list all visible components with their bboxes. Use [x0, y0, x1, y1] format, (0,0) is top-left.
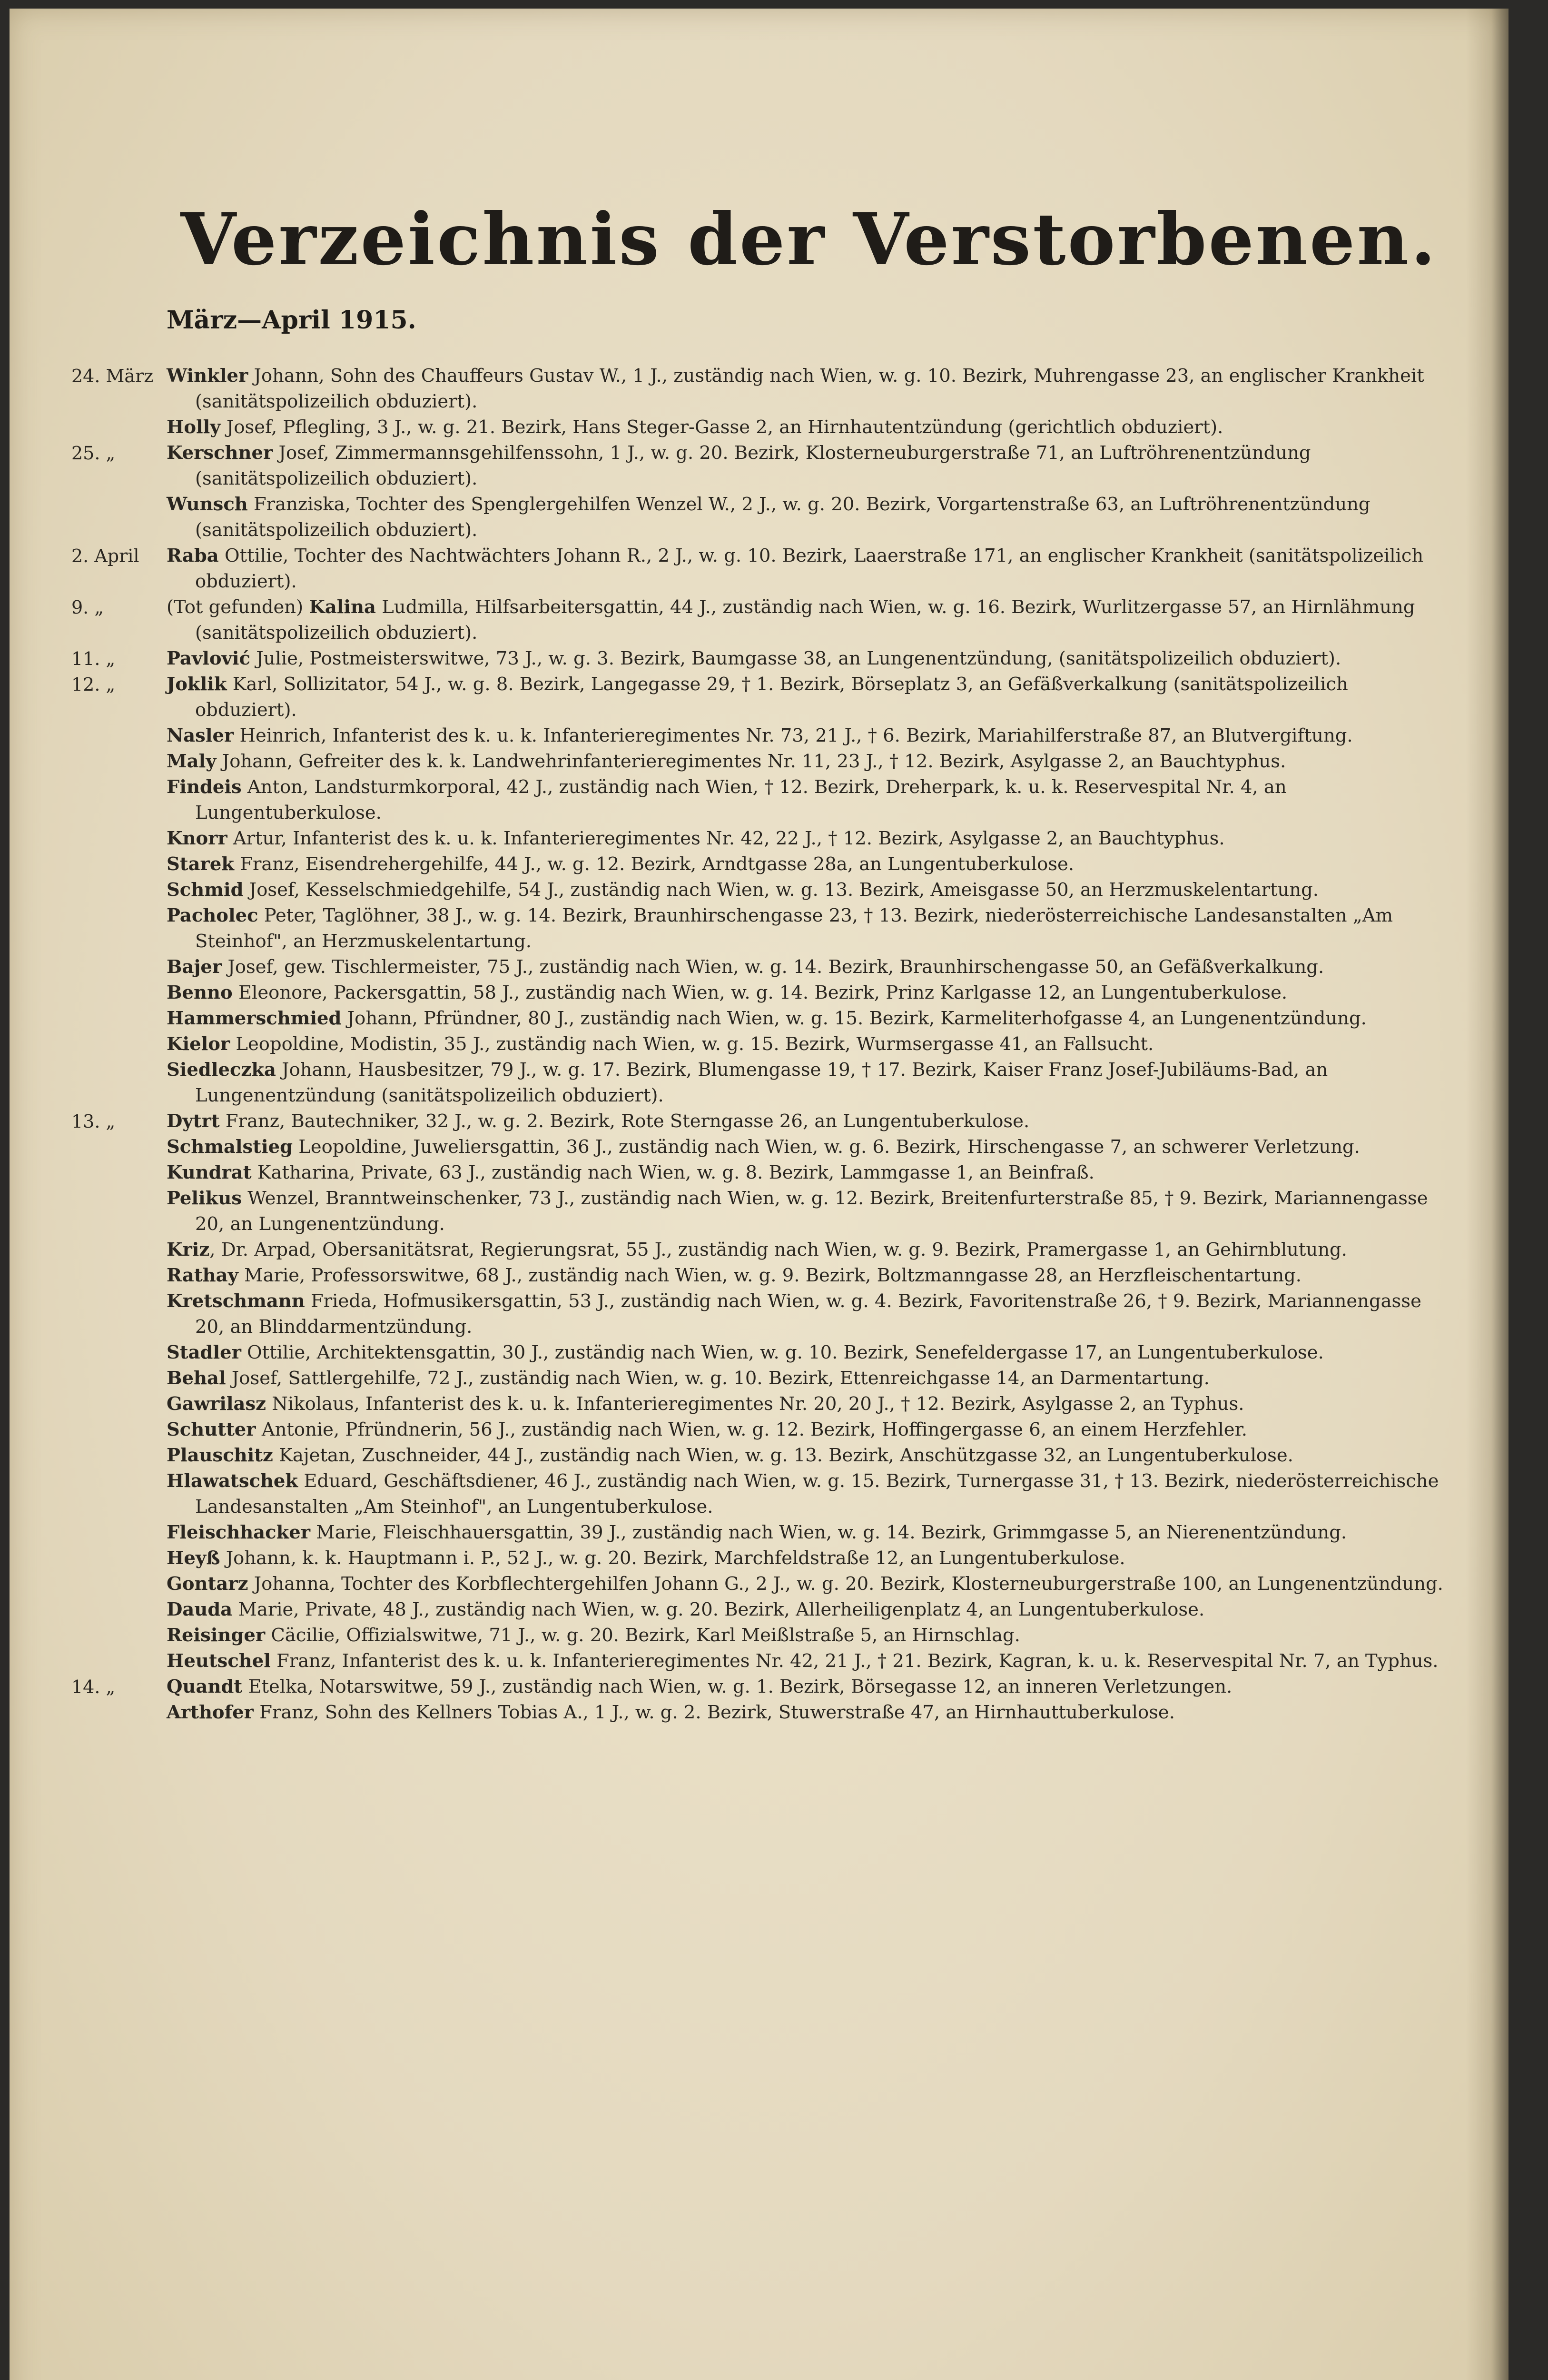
entry-date: 14. „	[71, 1676, 116, 1697]
register-entry	[167, 877, 1451, 903]
entry-text	[167, 543, 1451, 595]
register-entry	[167, 1237, 1451, 1263]
register-entry	[71, 543, 1451, 595]
entry-surname: Behal	[167, 1368, 226, 1389]
entry-details: Katharina, Private, 63 J., zuständig nach Wien, w. g. 8. Bezirk, Lammgasse 1, an Beinfraß.	[251, 1162, 1094, 1183]
entry-details: Karl, Sollizitator, 54 J., w. g. 8. Bezirk, Langegasse 29, † 1. Bezirk, Börseplatz 3, an Gefäßverkalkung (sanitätspolizeilich obduziert).	[195, 674, 1348, 721]
entry-surname: Kerschner	[167, 442, 273, 464]
entry-text	[167, 1443, 1451, 1468]
entry-surname: Kundrat	[167, 1162, 252, 1183]
entry-surname: Hlawatschek	[167, 1470, 298, 1492]
entry-details: Leopoldine, Modistin, 35 J., zuständig nach Wien, w. g. 15. Bezirk, Wurmsergasse 41, an Fallsucht.	[230, 1033, 1154, 1055]
entry-text	[167, 826, 1451, 852]
entry-surname: Wunsch	[167, 494, 248, 515]
register-entry	[167, 980, 1451, 1006]
entry-surname: Findeis	[167, 776, 242, 798]
register-entry	[167, 1366, 1451, 1391]
register-entry	[167, 1006, 1451, 1031]
register-entry	[167, 749, 1451, 774]
entry-surname: Kretschmann	[167, 1290, 305, 1312]
entry-surname: Maly	[167, 751, 217, 772]
entry-text	[167, 1674, 1451, 1700]
page-title: Verzeichnis der Verstorbenen.	[180, 198, 1438, 281]
entry-text	[167, 877, 1451, 903]
entry-surname: Knorr	[167, 828, 227, 849]
register-entry	[167, 1468, 1451, 1520]
entry-surname: Dytrt	[167, 1111, 220, 1132]
date-range-heading: März—April 1915.	[167, 306, 416, 335]
entry-surname: Gontarz	[167, 1573, 248, 1595]
register-entry	[167, 1700, 1451, 1726]
entry-details: Frieda, Hofmusikersgattin, 53 J., zuständig nach Wien, w. g. 4. Bezirk, Favoritenstraße 26, † 9. Bezirk, Mariannengasse 20, an Blinddarmentzündung.	[195, 1290, 1421, 1338]
entry-surname: Bajer	[167, 956, 222, 978]
paper-sheet	[10, 9, 1509, 2380]
register-entry	[167, 1340, 1451, 1366]
register-entry	[167, 1057, 1451, 1109]
entry-surname: Schmid	[167, 879, 244, 901]
entry-surname: Siedleczka	[167, 1059, 276, 1081]
entry-surname: Nasler	[167, 725, 234, 746]
entry-date: 25. „	[71, 443, 116, 464]
entry-text	[167, 1417, 1451, 1443]
register-entry	[167, 1520, 1451, 1546]
entry-details: Johann, k. k. Hauptmann i. P., 52 J., w. g. 20. Bezirk, Marchfeldstraße 12, an Lungentuberkulose.	[220, 1547, 1125, 1569]
document-content	[71, 197, 1451, 1726]
entry-text	[167, 774, 1451, 826]
entry-text	[167, 1031, 1451, 1057]
entry-surname: Heutschel	[167, 1650, 271, 1672]
death-register-list	[71, 363, 1451, 1726]
entry-surname: Schmalstieg	[167, 1136, 293, 1158]
entry-details: Josef, gew. Tischlermeister, 75 J., zuständig nach Wien, w. g. 14. Bezirk, Braunhirschengasse 50, an Gefäßverkalkung.	[222, 956, 1324, 978]
entry-details: Kajetan, Zuschneider, 44 J., zuständig nach Wien, w. g. 13. Bezirk, Anschützgasse 32, an Lungentuberkulose.	[273, 1445, 1293, 1466]
entry-text	[167, 1648, 1451, 1674]
page-fold-shadow	[1466, 9, 1509, 2380]
entry-text	[167, 1289, 1451, 1340]
entry-details: Cäcilie, Offizialswitwe, 71 J., w. g. 20. Bezirk, Karl Meißlstraße 5, an Hirnschlag.	[265, 1625, 1020, 1646]
entry-text	[167, 415, 1451, 440]
entry-text	[167, 1391, 1451, 1417]
register-entry	[71, 363, 1451, 415]
entry-details: , Dr. Arpad, Obersanitätsrat, Regierungsrat, 55 J., zuständig nach Wien, w. g. 9. Bezirk, Pramergasse 1, an Gehirnblutung.	[209, 1239, 1347, 1260]
entry-surname: Reisinger	[167, 1625, 266, 1646]
entry-date: 12. „	[71, 674, 116, 695]
entry-details: Johanna, Tochter des Korbflechtergehilfen Johann G., 2 J., w. g. 20. Bezirk, Klosterneuburgerstraße 100, an Lungenentzündung.	[248, 1573, 1443, 1595]
entry-details: Johann, Hausbesitzer, 79 J., w. g. 17. Bezirk, Blumengasse 19, † 17. Bezirk, Kaiser Franz Josef-Jubiläums-Bad, an Lungenentzündung (sanitätspolizeilich obduziert).	[195, 1059, 1328, 1106]
entry-details: Franziska, Tochter des Spenglergehilfen Wenzel W., 2 J., w. g. 20. Bezirk, Vorgartenstraße 63, an Luftröhrenentzündung (sanitätspolizeilich obduziert).	[195, 494, 1371, 541]
entry-details: Etelka, Notarswitwe, 59 J., zuständig nach Wien, w. g. 1. Bezirk, Börsegasse 12, an inneren Verletzungen.	[242, 1676, 1232, 1697]
entry-surname: Rathay	[167, 1265, 238, 1286]
register-entry	[167, 1623, 1451, 1648]
entry-text	[167, 1700, 1451, 1726]
register-entry	[167, 1186, 1451, 1237]
entry-text	[167, 595, 1451, 646]
entry-details: Heinrich, Infanterist des k. u. k. Infanterieregimentes Nr. 73, 21 J., † 6. Bezirk, Mariahilferstraße 87, an Blutvergiftung.	[234, 725, 1353, 746]
register-entry	[167, 1160, 1451, 1186]
entry-text	[167, 363, 1451, 415]
entry-details: Marie, Fleischhauersgattin, 39 J., zuständig nach Wien, w. g. 14. Bezirk, Grimmgasse 5, an Nierenentzündung.	[310, 1522, 1347, 1543]
register-entry	[71, 1109, 1451, 1134]
entry-details: Ottilie, Architektensgattin, 30 J., zuständig nach Wien, w. g. 10. Bezirk, Senefeldergasse 17, an Lungentuberkulose.	[241, 1342, 1324, 1363]
entry-date: 13. „	[71, 1111, 116, 1132]
register-entry	[167, 1289, 1451, 1340]
entry-text	[167, 852, 1451, 877]
entry-details: Anton, Landsturmkorporal, 42 J., zuständig nach Wien, † 12. Bezirk, Dreherpark, k. u. k. Reservespital Nr. 4, an Lungentuberkulose.	[195, 776, 1287, 823]
entry-surname: Pelikus	[167, 1188, 242, 1209]
entry-text	[167, 1263, 1451, 1289]
entry-prefix: (Tot gefunden)	[167, 596, 309, 618]
register-entry	[71, 440, 1451, 492]
entry-text	[167, 903, 1451, 954]
entry-details: Johann, Sohn des Chauffeurs Gustav W., 1 J., zuständig nach Wien, w. g. 10. Bezirk, Muhrengasse 23, an englischer Krankheit (sanitätspolizeilich obduziert).	[195, 365, 1424, 412]
entry-text	[167, 492, 1451, 543]
entry-surname: Dauda	[167, 1599, 233, 1620]
entry-surname: Joklik	[167, 674, 227, 695]
entry-text	[167, 1057, 1451, 1109]
entry-text	[167, 440, 1451, 492]
entry-surname: Pavlović	[167, 648, 250, 669]
entry-text	[167, 1597, 1451, 1623]
entry-text	[167, 672, 1451, 723]
register-entry	[167, 1443, 1451, 1468]
entry-text	[167, 1134, 1451, 1160]
entry-text	[167, 1006, 1451, 1031]
register-entry	[167, 1648, 1451, 1674]
entry-text	[167, 1623, 1451, 1648]
entry-surname: Quandt	[167, 1676, 243, 1697]
entry-text	[167, 749, 1451, 774]
register-entry	[71, 646, 1451, 672]
entry-surname: Kielor	[167, 1033, 230, 1055]
entry-details: Josef, Sattlergehilfe, 72 J., zuständig nach Wien, w. g. 10. Bezirk, Ettenreichgasse 14, an Darmentartung.	[226, 1368, 1210, 1389]
entry-surname: Heyß	[167, 1547, 220, 1569]
entry-surname: Starek	[167, 853, 234, 875]
entry-surname: Fleischhacker	[167, 1522, 311, 1543]
register-entry	[167, 903, 1451, 954]
register-entry	[71, 1674, 1451, 1700]
entry-surname: Kalina	[309, 596, 376, 618]
entry-text	[167, 1160, 1451, 1186]
register-entry	[167, 1134, 1451, 1160]
entry-details: Franz, Bautechniker, 32 J., w. g. 2. Bezirk, Rote Sterngasse 26, an Lungentuberkulose.	[219, 1111, 1030, 1132]
entry-text	[167, 1468, 1451, 1520]
entry-details: Franz, Eisendrehergehilfe, 44 J., w. g. 12. Bezirk, Arndtgasse 28a, an Lungentuberkulose.	[234, 853, 1075, 875]
register-entry	[167, 415, 1451, 440]
entry-surname: Plauschitz	[167, 1445, 273, 1466]
entry-surname: Hammerschmied	[167, 1008, 342, 1029]
register-entry	[167, 492, 1451, 543]
entry-details: Marie, Professorswitwe, 68 J., zuständig nach Wien, w. g. 9. Bezirk, Boltzmanngasse 28, an Herzfleischentartung.	[238, 1265, 1302, 1286]
entry-text	[167, 980, 1451, 1006]
entry-surname: Kriz	[167, 1239, 210, 1260]
entry-text	[167, 1520, 1451, 1546]
entry-details: Ottilie, Tochter des Nachtwächters Johann R., 2 J., w. g. 10. Bezirk, Laaerstraße 171, an englischer Krankheit (sanitätspolizeilich obduziert).	[195, 545, 1424, 592]
entry-details: Johann, Pfründner, 80 J., zuständig nach Wien, w. g. 15. Bezirk, Karmeliterhofgasse 4, an Lungenentzündung.	[341, 1008, 1367, 1029]
register-entry	[167, 954, 1451, 980]
entry-surname: Gawrilasz	[167, 1393, 266, 1415]
entry-surname: Schutter	[167, 1419, 256, 1440]
entry-details: Franz, Sohn des Kellners Tobias A., 1 J., w. g. 2. Bezirk, Stuwerstraße 47, an Hirnhauttuberkulose.	[253, 1702, 1175, 1723]
entry-details: Josef, Zimmermannsgehilfenssohn, 1 J., w. g. 20. Bezirk, Klosterneuburgerstraße 71, an Luftröhrenentzündung (sanitätspolizeilich obduziert).	[195, 442, 1311, 489]
register-entry	[167, 1417, 1451, 1443]
entry-date: 9. „	[71, 597, 104, 618]
entry-details: Franz, Infanterist des k. u. k. Infanterieregimentes Nr. 42, 21 J., † 21. Bezirk, Kagran, k. u. k. Reservespital Nr. 7, an Typhus.	[270, 1650, 1439, 1672]
entry-surname: Benno	[167, 982, 233, 1003]
entry-surname: Holly	[167, 416, 221, 438]
entry-details: Johann, Gefreiter des k. k. Landwehrinfanterieregimentes Nr. 11, 23 J., † 12. Bezirk, Asylgasse 2, an Bauchtyphus.	[216, 751, 1286, 772]
entry-details: Nikolaus, Infanterist des k. u. k. Infanterieregimentes Nr. 20, 20 J., † 12. Bezirk, Asylgasse 2, an Typhus.	[266, 1393, 1244, 1415]
entry-details: Eduard, Geschäftsdiener, 46 J., zuständig nach Wien, w. g. 15. Bezirk, Turnergasse 31, † 13. Bezirk, niederösterreichische Landesanstalten „Am Steinhof", an Lungentuberkulose.	[195, 1470, 1439, 1517]
register-entry	[167, 1597, 1451, 1623]
entry-text	[167, 1571, 1451, 1597]
entry-details: Antonie, Pfründnerin, 56 J., zuständig nach Wien, w. g. 12. Bezirk, Hoffingergasse 6, an einem Herzfehler.	[256, 1419, 1247, 1440]
entry-details: Peter, Taglöhner, 38 J., w. g. 14. Bezirk, Braunhirschengasse 23, † 13. Bezirk, niederösterreichische Landesanstalten „Am Steinhof", an Herzmuskelentartung.	[195, 905, 1393, 952]
entry-date: 11. „	[71, 648, 116, 669]
register-entry	[71, 595, 1451, 646]
entry-details: Leopoldine, Juweliersgattin, 36 J., zuständig nach Wien, w. g. 6. Bezirk, Hirschengasse 7, an schwerer Verletzung.	[293, 1136, 1360, 1158]
register-entry	[167, 1391, 1451, 1417]
register-entry	[71, 672, 1451, 723]
entry-text	[167, 1340, 1451, 1366]
entry-details: Marie, Private, 48 J., zuständig nach Wien, w. g. 20. Bezirk, Allerheiligenplatz 4, an Lungentuberkulose.	[232, 1599, 1205, 1620]
entry-details: Artur, Infanterist des k. u. k. Infanterieregimentes Nr. 42, 22 J., † 12. Bezirk, Asylgasse 2, an Bauchtyphus.	[227, 828, 1225, 849]
register-entry	[167, 774, 1451, 826]
entry-text	[167, 723, 1451, 749]
entry-text	[167, 1186, 1451, 1237]
register-entry	[167, 852, 1451, 877]
entry-text	[167, 1366, 1451, 1391]
register-entry	[167, 1031, 1451, 1057]
register-entry	[167, 1546, 1451, 1571]
entry-surname: Pacholec	[167, 905, 258, 926]
entry-date: 2. April	[71, 545, 139, 566]
entry-details: Josef, Pflegling, 3 J., w. g. 21. Bezirk, Hans Steger-Gasse 2, an Hirnhautentzündung (gerichtlich obduziert).	[220, 416, 1223, 438]
entry-text	[167, 954, 1451, 980]
entry-text	[167, 646, 1451, 672]
entry-surname: Arthofer	[167, 1702, 254, 1723]
entry-details: Wenzel, Branntweinschenker, 73 J., zuständig nach Wien, w. g. 12. Bezirk, Breitenfurterstraße 85, † 9. Bezirk, Mariannengasse 20, an Lungenentzündung.	[195, 1188, 1428, 1235]
register-entry	[167, 1263, 1451, 1289]
entry-text	[167, 1237, 1451, 1263]
entry-details: Josef, Kesselschmiedgehilfe, 54 J., zuständig nach Wien, w. g. 13. Bezirk, Ameisgasse 50, an Herzmuskelentartung.	[243, 879, 1319, 901]
entry-details: Ludmilla, Hilfsarbeitersgattin, 44 J., zuständig nach Wien, w. g. 16. Bezirk, Wurlitzergasse 57, an Hirnlähmung (sanitätspolizeilich obduziert).	[195, 596, 1415, 644]
register-entry	[167, 1571, 1451, 1597]
entry-details: Eleonore, Packersgattin, 58 J., zuständig nach Wien, w. g. 14. Bezirk, Prinz Karlgasse 12, an Lungentuberkulose.	[232, 982, 1288, 1003]
entry-text	[167, 1109, 1451, 1134]
entry-surname: Stadler	[167, 1342, 241, 1363]
register-entry	[167, 826, 1451, 852]
entry-details: Julie, Postmeisterswitwe, 73 J., w. g. 3. Bezirk, Baumgasse 38, an Lungenentzündung, (sanitätspolizeilich obduziert).	[250, 648, 1341, 669]
entry-surname: Winkler	[167, 365, 248, 387]
register-entry	[167, 723, 1451, 749]
entry-text	[167, 1546, 1451, 1571]
entry-surname: Raba	[167, 545, 219, 566]
entry-date: 24. März	[71, 366, 154, 387]
